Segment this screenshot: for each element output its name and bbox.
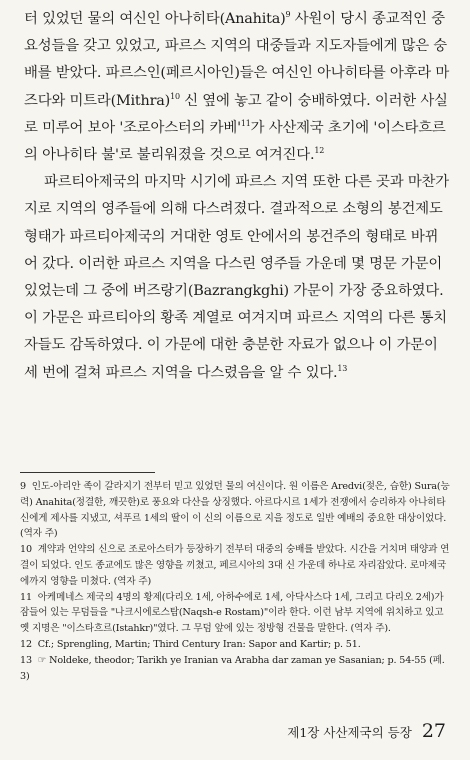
text-run: 신 옆에 놓고 같이 숭배하였다. 이러한 사실로 미루어 보아 '조로아스터의 카베': [24, 92, 448, 136]
footnote-text: Cf.; Sprengling, Martin; Third Century Iran: Sapor and Kartir; p. 51.: [37, 638, 361, 650]
footnote-number: 12: [20, 638, 32, 650]
footnote-text: ☞ Noldeke, theodor; Tarikh ye Iranian va Arabha dar zaman ye Sasanian; p. 54-55 (페. 3): [20, 654, 445, 682]
footnotes: [20, 479, 450, 684]
page-number: 27: [421, 720, 446, 742]
main-text: [24, 6, 450, 387]
footnote-number: 9: [20, 481, 26, 492]
footnote-11: [20, 590, 450, 637]
footnote-number: 10: [20, 544, 32, 556]
text-run: 사원이 당시 종교적인 중요성들을 갖고 있었고, 파르스 지역의 대중들과 지도자들에게 많은 숭배를 받았다. 파르스인(페르시아인)들은 여신인 아나히타를 아후라 마즈다와 미트라(Mithra): [24, 11, 450, 109]
paragraph-2: [24, 169, 450, 387]
footnote-ref-10: 10: [170, 91, 180, 101]
footnote-12: [20, 637, 450, 653]
footnote-number: 13: [20, 654, 32, 666]
footnote-ref-13: 13: [337, 363, 348, 373]
text-run: 파르티아제국의 마지막 시기에 파르스 지역 또한 다른 곳과 마찬가지로 지역의 영주들에 의해 다스려졌다. 결과적으로 소형의 봉건제도 형태가 파르티아제국의 거대한 영토 안에서의 봉건주의 형태로 바뀌어 갔다. 이러한 파르스 지역을 다스린 영주들 가운데 몇 명문 가문이 있었는데 그 중에 버즈랑기(Bazrangkghi) 가문이 가장 중요하였다. 이 가문은 파르티아의 황족 계열로 여겨지며 파르스 지역의 다른 통치자들도 감독하였다. 이 가문에 대한 충분한 자료가 없으나 이 가문이 세 번에 걸쳐 파르스 지역을 다스렸음을 알 수 있다.: [24, 174, 449, 381]
page-footer: [287, 720, 446, 742]
footnote-text: 인도-아리안 족이 갈라지기 전부터 믿고 있었던 물의 여신이다. 원 이름은 Aredvi(젖은, 습한) Sura(능력) Anahita(정결한, 깨끗한)로 풍요와 다산을 상징했다. 아르다시르 1세가 전쟁에서 승리하자 아나히타 신에게 제사를 지냈고, 셔푸르 1세의 딸이 이 신의 이름으로 지을 정도로 일반 예배의 중요한 대상이었다. (역자 주): [20, 481, 450, 540]
footnote-13: [20, 653, 450, 685]
text-run: 터 있었던 물의 여신인 아나히타(Anahita): [24, 11, 286, 27]
footnote-text: 계약과 언약의 신으로 조로아스터가 등장하기 전부터 대중의 숭배를 받았다. 시간을 거치며 태양과 연결이 되었다. 인도 종교에도 많은 영향을 끼쳤고, 페르시아의 3대 신 가운데 하나로 자리잡았다. 로마제국에까지 영향을 미쳤다. (역자 주): [20, 544, 450, 587]
footnote-ref-11: 11: [240, 119, 251, 129]
footnote-ref-12: 12: [314, 146, 325, 156]
footnote-text: 아케메네스 제국의 4명의 황제(다리오 1세, 아하수에로 1세, 아닥사스다 1세, 그리고 다리오 2세)가 잠들어 있는 무덤들을 "나크시에로스탐(Naqsh-e Rostam)"이라 한다. 이런 남부 지역에 위치하고 있고 옛 지명은 "이스타흐르(Istahkr)"였다. 그 무덤 앞에 있는 정방형 건물을 말한다. (역자 주).: [20, 591, 444, 635]
footnote-ref-9: 9: [285, 10, 291, 20]
footnote-9: [20, 479, 450, 542]
footnote-10: [20, 542, 450, 589]
footnote-divider: [20, 472, 155, 473]
paragraph-1: [24, 6, 450, 169]
chapter-title: 제1장 사산제국의 등장: [287, 725, 412, 740]
footnote-number: 11: [20, 591, 32, 603]
text-run: 가 사산제국 초기에 '이스타흐르의 아나히타 불'로 불리워졌을 것으로 여겨진다.: [24, 119, 446, 164]
